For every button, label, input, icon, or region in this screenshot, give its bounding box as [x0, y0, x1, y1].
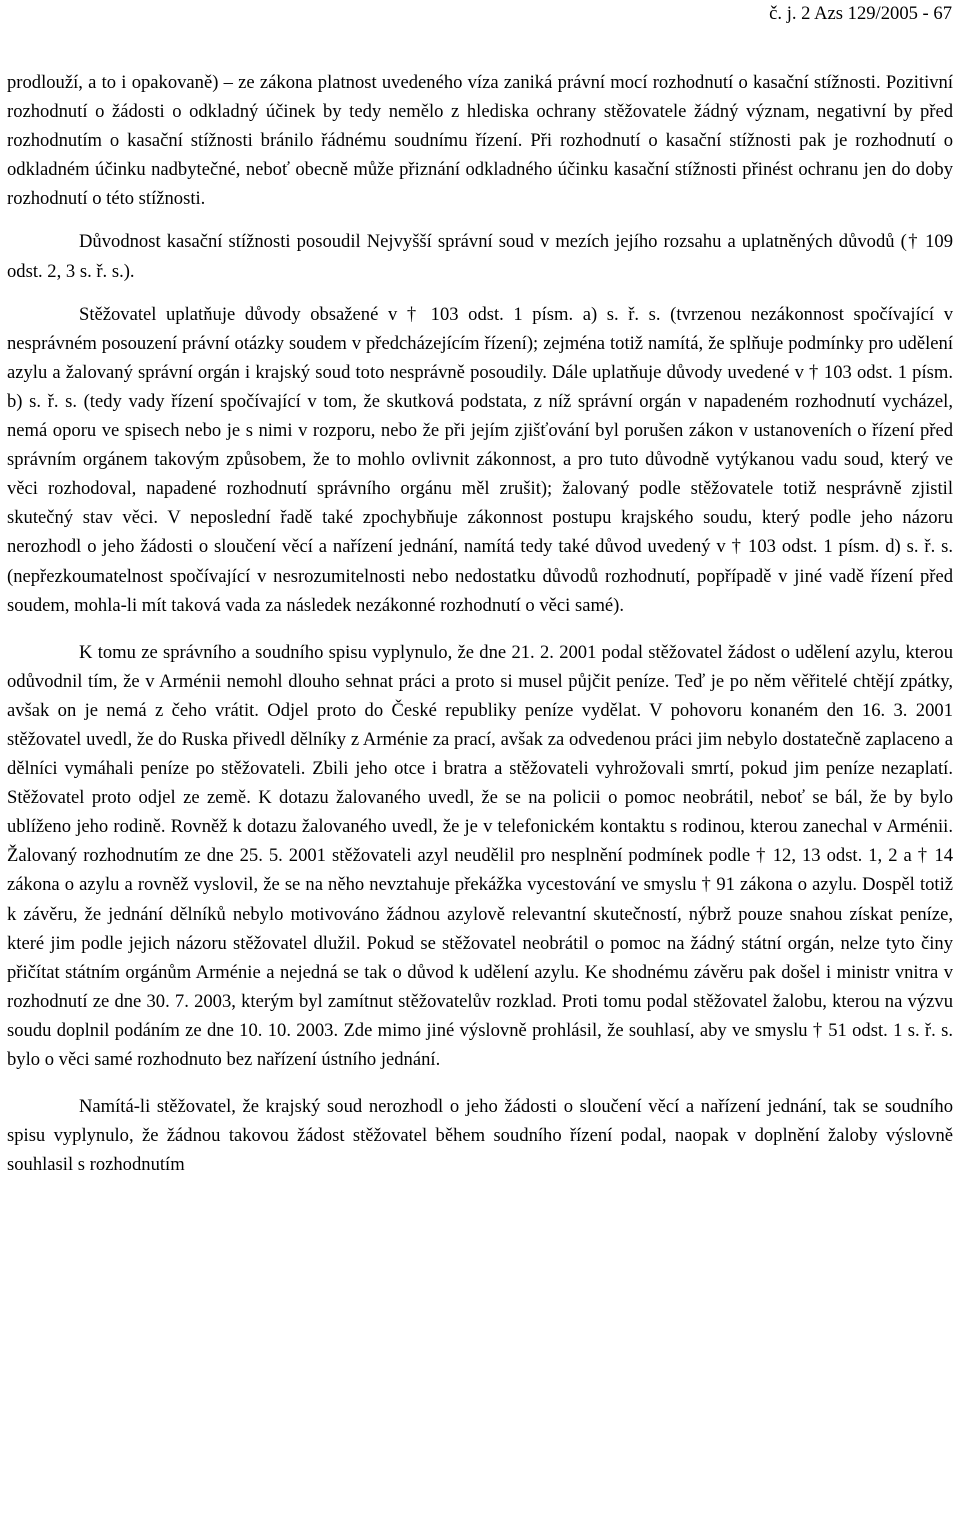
- paragraph-continuation: prodlouží, a to i opakovaně) – ze zákona platnost uvedeného víza zaniká právní mocí rozhodnutí o kasační stížnosti. Pozitivní rozhodnutí o žádosti o odkladný účinek by tedy nemělo z hlediska ochrany stěžovatele žádný význam, negativní by před rozhodnutím o kasační stížnosti bránilo řádnému soudnímu řízení. Při rozhodnutí o kasační stížnosti pak je rozhodnutí o odkladném účinku nadbytečné, neboť obecně může přiznání odkladného účinku kasační stížnosti přinést ochranu jen do doby rozhodnutí o této stížnosti.: [7, 72, 953, 210]
- paragraph-hearing-objection: Namítá-li stěžovatel, že krajský soud nerozhodl o jeho žádosti o sloučení věcí a nařízení jednání, tak se soudního spisu vyplynulo, že žádnou takovou žádost stěžovatel během soudního řízení podal, naopak v doplnění žaloby výslovně souhlasil s rozhodnutím: [7, 1096, 953, 1176]
- document-body: [7, 68, 953, 1179]
- paragraph-review-scope: Důvodnost kasační stížnosti posoudil Nejvyšší správní soud v mezích jejího rozsahu a uplatněných důvodů († 109 odst. 2, 3 s. ř. s.).: [7, 231, 953, 282]
- case-number: č. j. 2 Azs 129/2005 - 67: [769, 3, 952, 24]
- paragraph-case-facts: K tomu ze správního a soudního spisu vyplynulo, že dne 21. 2. 2001 podal stěžovatel žádost o udělení azylu, kterou odůvodnil tím, že v Arménii nemohl dlouho sehnat práci a proto si musel půjčit peníze. Teď je po něm věřitelé chtějí zpátky, avšak on je nemá z čeho vrátit. Odjel proto do České republiky peníze vydělat. V pohovoru konaném den 16. 3. 2001 stěžovatel uvedl, že do Ruska přivedl dělníky z Arménie za prací, avšak za odvedenou práci jim nebylo dostatečně zaplaceno a dělníci vymáhali peníze po stěžovateli. Zbili jeho otce i bratra a stěžovateli vyhrožovali smrtí, pokud jim peníze nezaplatí. Stěžovatel proto odjel ze země. K dotazu žalovaného uvedl, že se na policii o pomoc neobrátil, neboť se bál, že by bylo ublíženo jeho rodině. Rovněž k dotazu žalovaného uvedl, že je v telefonickém kontaktu s rodinou, kterou zanechal v Arménii. Žalovaný rozhodnutím ze dne 25. 5. 2001 stěžovateli azyl neudělil pro nesplnění podmínek podle † 12, 13 odst. 1, 2 a † 14 zákona o azylu a rovněž vyslovil, že se na něho nevztahuje překážka vycestování ve smyslu † 91 zákona o azylu. Dospěl totiž k závěru, že jednání dělníků nebylo motivováno žádnou azylově relevantní skutečností, nýbrž pouze snahou získat peníze, které jim podle jejich názoru stěžovatel dlužil. Pokud se stěžovatel neobrátil o pomoc na žádný státní orgán, nelze tyto činy přičítat státním orgánům Arménie a nejedná se tak o důvod k udělení azylu. Ke shodnému závěru pak došel i ministr vnitra v rozhodnutí ze dne 30. 7. 2003, kterým byl zamítnut stěžovatelův rozklad. Proti tomu podal stěžovatel žalobu, kterou na výzvu soudu doplnil podáním ze dne 10. 10. 2003. Zde mimo jiné výslovně prohlásil, že souhlasí, aby ve smyslu † 51 odst. 1 s. ř. s. bylo o věci samé rozhodnuto bez nařízení ústního jednání.: [7, 641, 953, 1070]
- paragraph-complaint-grounds: Stěžovatel uplatňuje důvody obsažené v † 103 odst. 1 písm. a) s. ř. s. (tvrzenou nezákonnost spočívající v nesprávném posouzení právní otázky soudem v předcházejícím řízení); zejména totiž namítá, že splňuje podmínky pro udělení azylu a žalovaný správní orgán i krajský soud toto nesprávně posoudily. Dále uplatňuje důvody uvedené v † 103 odst. 1 písm. b) s. ř. s. (tedy vady řízení spočívající v tom, že skutková podstata, z níž správní orgán v napadeném rozhodnutí vycházel, nemá oporu ve spisech nebo je s nimi v rozporu, nebo že při jejím zjišťování byl porušen zákon v ustanoveních o řízení před správním orgánem takovým způsobem, že to mohlo ovlivnit zákonnost, a pro tuto důvodně vytýkanou vadu soud, který ve věci rozhodoval, napadené rozhodnutí správního orgánu měl zrušit); žalovaný podle stěžovatele totiž nesprávně zjistil skutečný stav věci. V neposlední řadě také zpochybňuje zákonnost postupu krajského soudu, který podle jeho názoru nerozhodl o jeho žádosti o sloučení věcí a nařízení jednání, namítá tedy také důvod uvedený v † 103 odst. 1 písm. d) s. ř. s. (nepřezkoumatelnost spočívající v nesrozumitelnosti nebo nedostatku důvodů rozhodnutí, popřípadě v jiné vadě řízení před soudem, mohla-li mít taková vada za následek nezákonné rozhodnutí o věci samé).: [7, 303, 953, 616]
